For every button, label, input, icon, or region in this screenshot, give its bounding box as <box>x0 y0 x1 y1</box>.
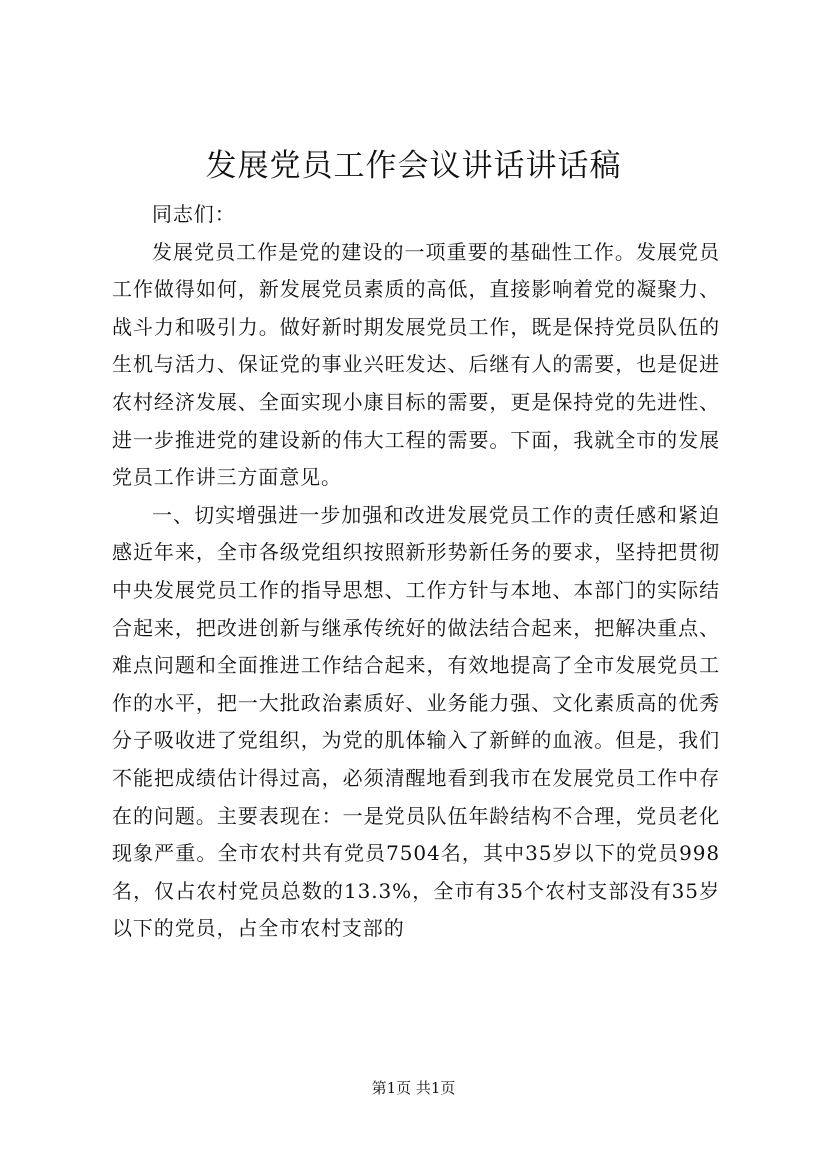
document-title: 发展党员工作会议讲话讲话稿 <box>205 148 622 184</box>
paragraph-intro: 发展党员工作是党的建设的一项重要的基础性工作。发展党员工作做得如何，新发展党员素质的高低，直接影响着党的凝聚力、战斗力和吸引力。做好新时期发展党员工作，既是保持党员队伍的生机与活力、保证党的事业兴旺发达、后继有人的需要，也是促进农村经济发展、全面实现小康目标的需要，更是保持党的先进性、进一步推进党的建设新的伟大工程的需要。下面，我就全市的发展党员工作讲三方面意见。 <box>112 239 720 490</box>
paragraph-section-one: 一、切实增强进一步加强和改进发展党员工作的责任感和紧迫感近年来，全市各级党组织按照新形势新任务的要求，坚持把贯彻中央发展党员工作的指导思想、工作方针与本地、本部门的实际结合起来，把改进创新与继承传统好的做法结合起来，把解决重点、难点问题和全面推进工作结合起来，有效地提高了全市发展党员工作的水平，把一大批政治素质好、业务能力强、文化素质高的优秀分子吸收进了党组织，为党的肌体输入了新鲜的血液。但是，我们不能把成绩估计得过高，必须清醒地看到我市在发展党员工作中存在的问题。主要表现在：一是党员队伍年龄结构不合理，党员老化现象严重。全市农村共有党员7504名，其中35岁以下的党员998名，仅占农村党员总数的13.3%，全市有35个农村支部没有35岁以下的党员，占全市农村支部的 <box>112 502 720 941</box>
document-body <box>112 196 720 948</box>
page-footer: 第1页 共1页 <box>371 1079 456 1097</box>
salutation: 同志们： <box>152 202 236 226</box>
